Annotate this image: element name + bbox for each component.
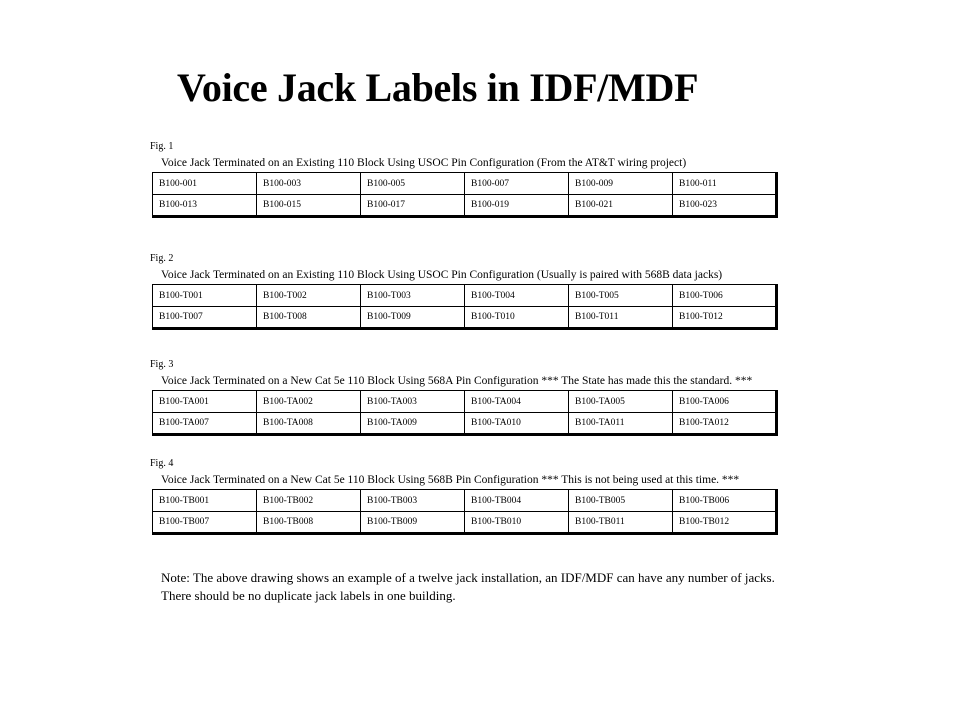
table-cell: B100-TB008 bbox=[257, 512, 361, 534]
table-cell: B100-TA007 bbox=[153, 413, 257, 435]
table-cell: B100-TA009 bbox=[361, 413, 465, 435]
page-title: Voice Jack Labels in IDF/MDF bbox=[177, 65, 699, 110]
figure-label: Fig. 2 bbox=[150, 253, 174, 264]
table-cell: B100-011 bbox=[673, 173, 777, 195]
table-cell: B100-TA012 bbox=[673, 413, 777, 435]
table-cell: B100-TB002 bbox=[257, 490, 361, 512]
table-cell: B100-015 bbox=[257, 195, 361, 217]
table-cell: B100-009 bbox=[569, 173, 673, 195]
table-row bbox=[153, 512, 777, 534]
table-cell: B100-TA002 bbox=[257, 391, 361, 413]
figure-label: Fig. 4 bbox=[150, 458, 174, 469]
table-cell: B100-TB006 bbox=[673, 490, 777, 512]
table-cell: B100-T010 bbox=[465, 307, 569, 329]
table-row bbox=[153, 285, 777, 307]
table-cell: B100-TB003 bbox=[361, 490, 465, 512]
table-cell: B100-T006 bbox=[673, 285, 777, 307]
table-cell: B100-TB011 bbox=[569, 512, 673, 534]
figure-caption: Voice Jack Terminated on an Existing 110 Block Using USOC Pin Configuration (From the AT&T wiring project) bbox=[161, 157, 687, 169]
jack-label-table bbox=[152, 284, 778, 330]
table-cell: B100-T007 bbox=[153, 307, 257, 329]
table-cell: B100-TB007 bbox=[153, 512, 257, 534]
figure-caption: Voice Jack Terminated on a New Cat 5e 110 Block Using 568B Pin Configuration *** This is not being used at this time. *** bbox=[161, 474, 740, 486]
table-row bbox=[153, 413, 777, 435]
table-cell: B100-T012 bbox=[673, 307, 777, 329]
table-cell: B100-021 bbox=[569, 195, 673, 217]
jack-label-table bbox=[152, 489, 778, 535]
table-cell: B100-013 bbox=[153, 195, 257, 217]
table-cell: B100-T004 bbox=[465, 285, 569, 307]
table-cell: B100-T005 bbox=[569, 285, 673, 307]
figure-caption: Voice Jack Terminated on a New Cat 5e 110 Block Using 568A Pin Configuration *** The State has made this the standard. *** bbox=[161, 375, 753, 387]
table-cell: B100-TA005 bbox=[569, 391, 673, 413]
jack-label-table bbox=[152, 172, 778, 218]
figure-caption: Voice Jack Terminated on an Existing 110 Block Using USOC Pin Configuration (Usually is paired with 568B data jacks) bbox=[161, 269, 723, 281]
table-cell: B100-TB005 bbox=[569, 490, 673, 512]
table-cell: B100-TA010 bbox=[465, 413, 569, 435]
table-cell: B100-TB009 bbox=[361, 512, 465, 534]
table-cell: B100-001 bbox=[153, 173, 257, 195]
table-cell: B100-019 bbox=[465, 195, 569, 217]
table-cell: B100-007 bbox=[465, 173, 569, 195]
table-row bbox=[153, 195, 777, 217]
table-cell: B100-TA006 bbox=[673, 391, 777, 413]
table-cell: B100-T001 bbox=[153, 285, 257, 307]
table-cell: B100-023 bbox=[673, 195, 777, 217]
figure-label: Fig. 1 bbox=[150, 141, 174, 152]
table-cell: B100-017 bbox=[361, 195, 465, 217]
note-text: Note: The above drawing shows an example of a twelve jack installation, an IDF/MDF can have any number of jacks. There should be no duplicate jack labels in one building. bbox=[161, 570, 775, 603]
table-row bbox=[153, 490, 777, 512]
table-cell: B100-TA011 bbox=[569, 413, 673, 435]
table-cell: B100-TA003 bbox=[361, 391, 465, 413]
table-cell: B100-T009 bbox=[361, 307, 465, 329]
table-cell: B100-003 bbox=[257, 173, 361, 195]
table-row bbox=[153, 173, 777, 195]
table-cell: B100-TB004 bbox=[465, 490, 569, 512]
table-row bbox=[153, 391, 777, 413]
table-cell: B100-T003 bbox=[361, 285, 465, 307]
table-cell: B100-005 bbox=[361, 173, 465, 195]
table-cell: B100-TA004 bbox=[465, 391, 569, 413]
figure-label: Fig. 3 bbox=[150, 359, 174, 370]
table-cell: B100-TA008 bbox=[257, 413, 361, 435]
table-row bbox=[153, 307, 777, 329]
table-cell: B100-TB012 bbox=[673, 512, 777, 534]
jack-label-table bbox=[152, 390, 778, 436]
table-cell: B100-TA001 bbox=[153, 391, 257, 413]
table-cell: B100-TB001 bbox=[153, 490, 257, 512]
table-cell: B100-T008 bbox=[257, 307, 361, 329]
table-cell: B100-TB010 bbox=[465, 512, 569, 534]
table-cell: B100-T011 bbox=[569, 307, 673, 329]
table-cell: B100-T002 bbox=[257, 285, 361, 307]
